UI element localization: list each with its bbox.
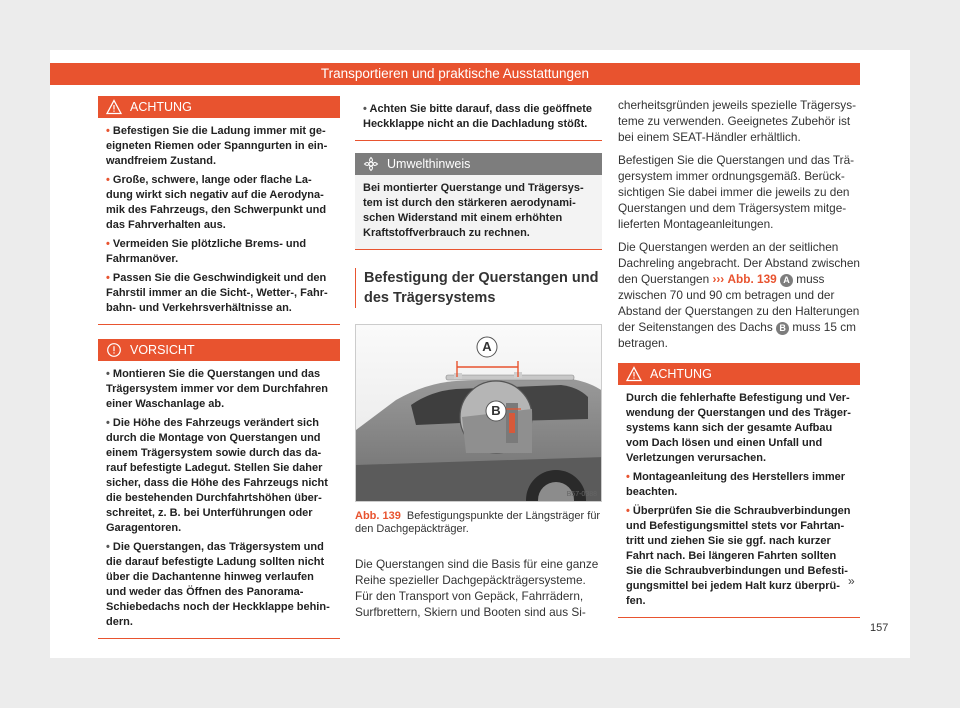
warning-triangle-icon	[626, 366, 642, 382]
car-roof-illustration	[356, 325, 602, 502]
warning-title: ACHTUNG	[650, 367, 712, 381]
info-circle-icon	[106, 342, 122, 358]
figure-code: B57-0388	[566, 491, 597, 498]
list-item: • Montieren Sie die Querstangen und das Trägersystem immer vor dem Durchfahren einer Waschanlage ab.	[106, 368, 328, 410]
section-title: Befestigung der Querstangen und des Trägersystems	[355, 268, 602, 308]
column-left	[98, 96, 340, 653]
figure-roof-rack	[355, 324, 602, 502]
list-item: • Große, schwere, lange oder flache Ladung wirkt sich negativ auf die Aerodynamik des Fahrzeugs, den Schwerpunkt und das Fahrverhalten aus.	[106, 174, 327, 231]
caution-body	[98, 361, 340, 638]
environment-box	[355, 153, 602, 250]
warning-body	[618, 385, 860, 617]
page-number: 157	[870, 622, 889, 634]
caution-title: VORSICHT	[130, 343, 195, 357]
warning-header	[98, 96, 340, 118]
label-badge-a: A	[780, 274, 793, 287]
caution-continued-body	[355, 96, 602, 140]
paragraph: Befestigen Sie die Querstangen und das Trägersystem immer ordnungsgemäß. Berücksichtigen Sie dabei immer die jeweils zu den Querstangen und dem Trägersystem mitgelieferten Montageanleitungen.	[618, 153, 855, 231]
list-item: • Befestigen Sie die Ladung immer mit geeigneten Riemen oder Spanngurten in einwandfreiem Zustand.	[106, 125, 328, 167]
continue-marker: »	[848, 574, 855, 588]
figure-number: Abb. 139	[355, 510, 401, 522]
caution-continued-box	[355, 96, 602, 141]
paragraph: Die Querstangen werden an der seitlichen Dachreling angebracht. Der Abstand zwischen den Querstangen ››› Abb. 139 A muss zwischen 70 und 90 cm betragen und der Abstand der Querstangen zu den Halterungen der Seitenstangen des Dachs B muss 15 cm betragen.	[618, 240, 860, 350]
warning-triangle-icon	[106, 99, 122, 115]
figure-label-a: A	[482, 339, 492, 354]
paragraph: Die Querstangen sind die Basis für eine ganze Reihe spezieller Dachgepäckträgersysteme. Für den Transport von Gepäck, Fahrrädern, Surfbrettern, Skiern und Booten sind aus Si-	[355, 557, 599, 619]
figure-ref-arrows: ›››	[712, 272, 725, 286]
caution-header	[98, 339, 340, 361]
warning-body	[98, 118, 340, 324]
list-item: • Die Höhe des Fahrzeugs verändert sich durch die Montage von Querstangen und einem Trägersystem sowie durch das darauf befestigte Ladegut. Stellen Sie daher sicher, dass die Höhe des Fahrzeugs nicht die bestehenden Durchfahrtshöhen überschreitet, z. B. bei Unterführungen oder Garagentoren.	[106, 417, 328, 534]
environment-body: Bei montierter Querstange und Trägersystem ist durch den stärkeren aerodynamischen Widerstand mit einem erhöhten Kraftstoffverbrauch zu rechnen.	[355, 175, 602, 249]
paragraph: cherheitsgründen jeweils spezielle Trägersysteme zu verwenden. Geeignetes Zubehör ist bei einem SEAT-Händler erhältlich.	[618, 98, 857, 144]
figure-caption: Abb. 139 Befestigungspunkte der Längsträger für den Dachgepäckträger.	[355, 510, 601, 535]
environment-title: Umwelthinweis	[387, 157, 471, 171]
column-right	[618, 97, 860, 632]
warning-header	[618, 363, 860, 385]
list-item: • Überprüfen Sie die Schraubverbindungen und Befestigungsmittel stets vor Fahrtantritt und ziehen Sie sie ggf. nach kurzer Fahrt nach. Bei längeren Fahrten sollten Sie die Schraubverbindungen und Befestigungsmittel bei jedem Halt kurz überprüfen.	[626, 505, 851, 607]
list-item: • Die Querstangen, das Trägersystem und die darauf befestigte Ladung sollten nicht über die Dachantenne hinweg verlaufen und weder das Öffnen des Panorama-Schiebedachs noch der Heckklappe behindern.	[106, 541, 330, 628]
warning-box	[98, 96, 340, 325]
column-middle	[355, 96, 602, 627]
figure-label-b: B	[491, 403, 501, 418]
list-item: • Achten Sie bitte darauf, dass die geöffnete Heckklappe nicht an die Dachladung stößt.	[363, 103, 592, 130]
label-badge-b: B	[776, 322, 789, 335]
caution-box	[98, 339, 340, 639]
warning-box	[618, 363, 860, 618]
warning-intro: Durch die fehlerhafte Befestigung und Verwendung der Querstangen und des Trägersystems kann sich der gesamte Aufbau vom Dach lösen und einen Unfall und Verletzungen verursachen.	[626, 392, 851, 464]
page-header: Transportieren und praktische Ausstattungen	[50, 63, 860, 85]
warning-title: ACHTUNG	[130, 100, 192, 114]
list-item: • Montageanleitung des Herstellers immer beachten.	[626, 471, 846, 498]
leaf-flower-icon	[363, 156, 379, 172]
figure-ref-link[interactable]: Abb. 139	[727, 272, 777, 286]
list-item: • Passen Sie die Geschwindigkeit und den Fahrstil immer an die Sicht-, Wetter-, Fahrbahn- und Verkehrsverhältnisse an.	[106, 272, 328, 314]
environment-header	[355, 153, 602, 175]
list-item: • Vermeiden Sie plötzliche Brems- und Fahrmanöver.	[106, 238, 307, 265]
